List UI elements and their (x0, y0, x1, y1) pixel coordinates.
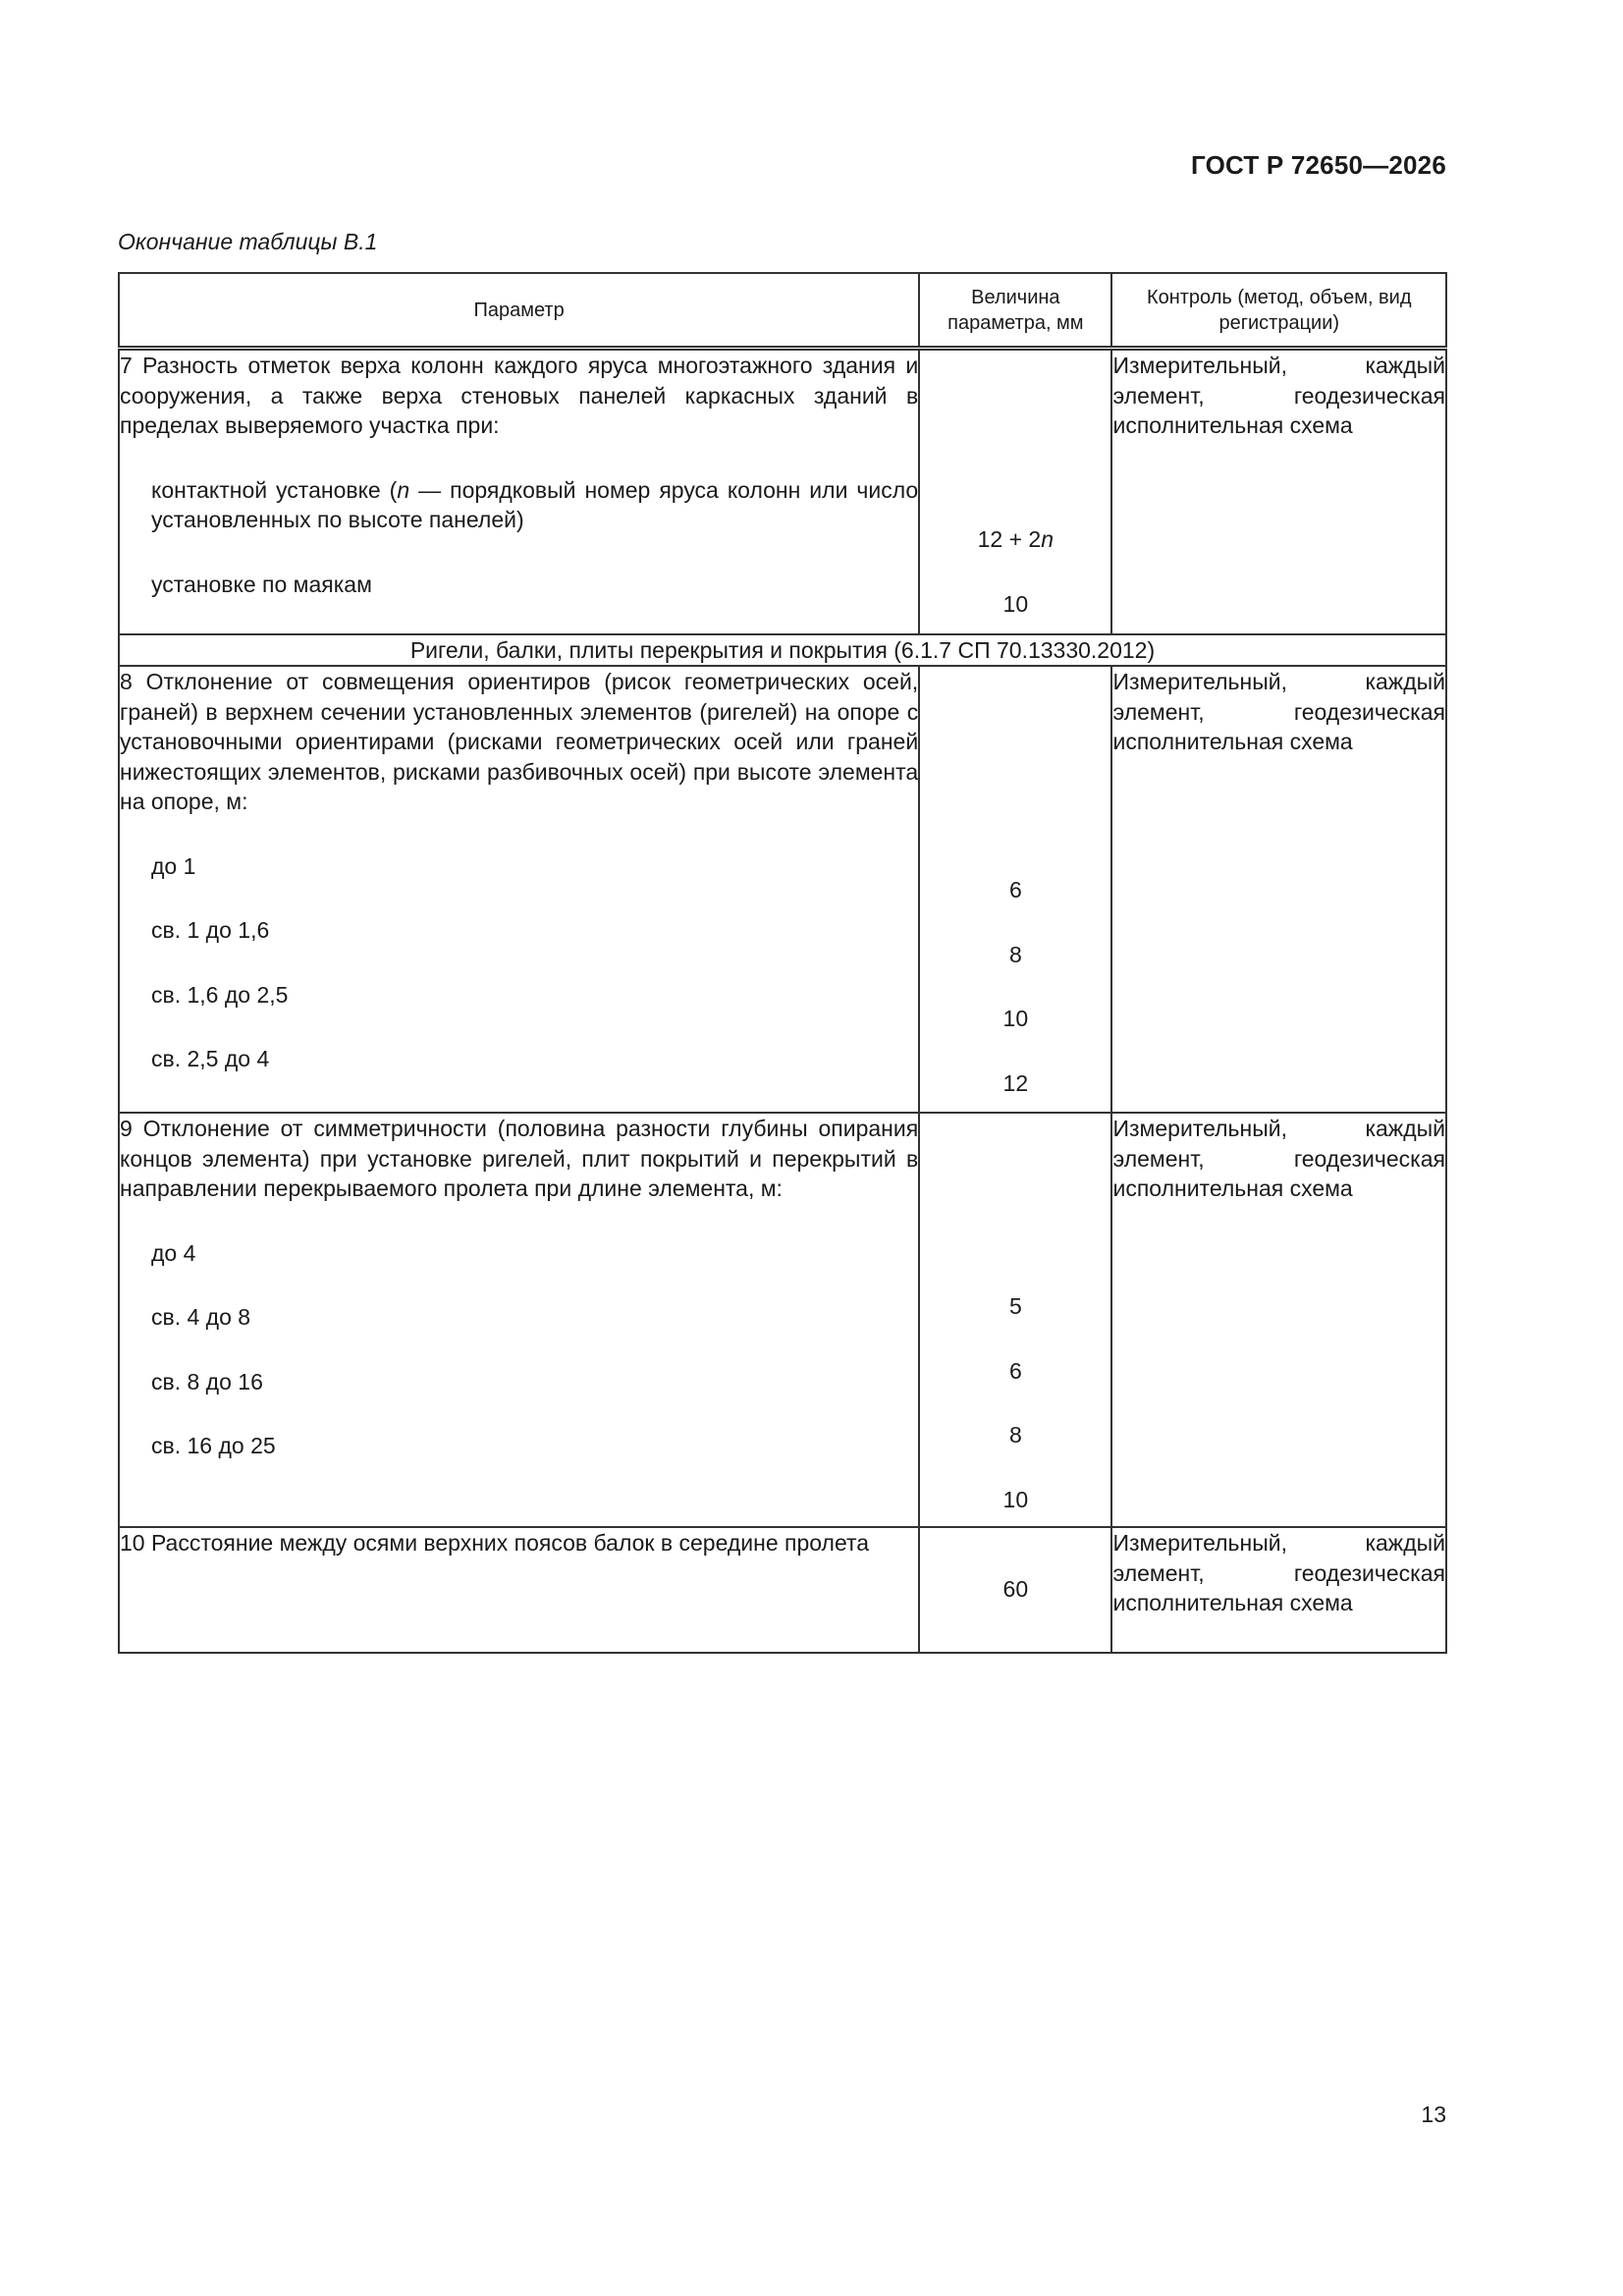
document-code: ГОСТ Р 72650—2026 (1191, 150, 1446, 180)
row-7-subitem-1: контактной установке (n — порядковый номер яруса колонн или число установленных по высоте панелей) (151, 476, 919, 532)
table-header-row (119, 273, 1446, 349)
row-8-value: 12 (1002, 1069, 1029, 1096)
value-cell (919, 349, 1111, 634)
table-row (119, 666, 1446, 1113)
row-10-title: 10 Расстояние между осями верхних поясов балок в середине пролета (120, 1530, 870, 1556)
parameter-cell (119, 1527, 919, 1653)
row-9-title: 9 Отклонение от симметричности (половина разности глубины опирания концов элемента) при установке ригелей, плит покрытий и перекрытий в направлении перекрываемого пролета при длине элемента, м: (120, 1116, 919, 1201)
row-9-item: св. 16 до 25 (151, 1433, 276, 1458)
specification-table (118, 272, 1447, 1654)
row-7-subitem-2: установке по маякам (151, 571, 372, 597)
row-7-title: 7 Разность отметок верха колонн каждого яруса многоэтажного здания и сооружения, а также верха стеновых панелей каркасных зданий в пределах выверяемого участка при: (120, 353, 919, 438)
row-10-value: 60 (1002, 1576, 1029, 1602)
parameter-cell (119, 1113, 919, 1527)
column-header-parameter: Параметр (119, 273, 919, 349)
row-9-value: 10 (1002, 1486, 1029, 1512)
row-8-title: 8 Отклонение от совмещения ориентиров (рисок геометрических осей, граней) в верхнем сечении установленных элементов (ригелей) на опоре с установочными ориентирами (рисками геометрических осей или граней нижестоящих элементов, рисками разбивочных осей) при высоте элемента на опоре, м: (120, 669, 919, 814)
table-row (119, 1527, 1446, 1653)
value-cell (919, 666, 1111, 1113)
row-8-item: св. 2,5 до 4 (151, 1046, 270, 1071)
row-8-value: 8 (1008, 941, 1022, 967)
row-8-value: 10 (1002, 1006, 1029, 1031)
control-cell: Измерительный, каждый элемент, геодезическая исполнительная схема (1111, 349, 1446, 634)
row-9-item: св. 8 до 16 (151, 1368, 263, 1394)
control-cell: Измерительный, каждый элемент, геодезическая исполнительная схема (1111, 1527, 1446, 1653)
row-9-item: до 4 (151, 1239, 196, 1266)
value-cell (919, 1527, 1111, 1653)
value-cell (919, 1113, 1111, 1527)
row-9-value: 5 (1008, 1293, 1022, 1319)
control-cell: Измерительный, каждый элемент, геодезическая исполнительная схема (1111, 1113, 1446, 1527)
control-cell: Измерительный, каждый элемент, геодезическая исполнительная схема (1111, 666, 1446, 1113)
column-header-control: Контроль (метод, объем, вид регистрации) (1111, 273, 1446, 349)
parameter-cell (119, 349, 919, 634)
table-caption: Окончание таблицы В.1 (118, 229, 378, 254)
row-8-value: 6 (1008, 877, 1022, 902)
row-7-value-2: 10 (1002, 590, 1029, 617)
page-number: 13 (1421, 2102, 1446, 2127)
section-title: Ригели, балки, плиты перекрытия и покрытия (6.1.7 СП 70.13330.2012) (119, 634, 1446, 667)
row-9-value: 6 (1008, 1357, 1022, 1384)
section-row (119, 634, 1446, 667)
column-header-value: Величина параметра, мм (919, 273, 1111, 349)
parameter-cell (119, 666, 919, 1113)
row-9-item: св. 4 до 8 (151, 1304, 251, 1330)
row-8-item: св. 1 до 1,6 (151, 917, 270, 943)
table-row (119, 1113, 1446, 1527)
row-7-value-1: 12 + 2n (977, 526, 1055, 552)
table-row (119, 349, 1446, 634)
row-8-item: до 1 (151, 852, 196, 879)
row-8-item: св. 1,6 до 2,5 (151, 981, 289, 1008)
row-9-value: 8 (1008, 1422, 1022, 1448)
